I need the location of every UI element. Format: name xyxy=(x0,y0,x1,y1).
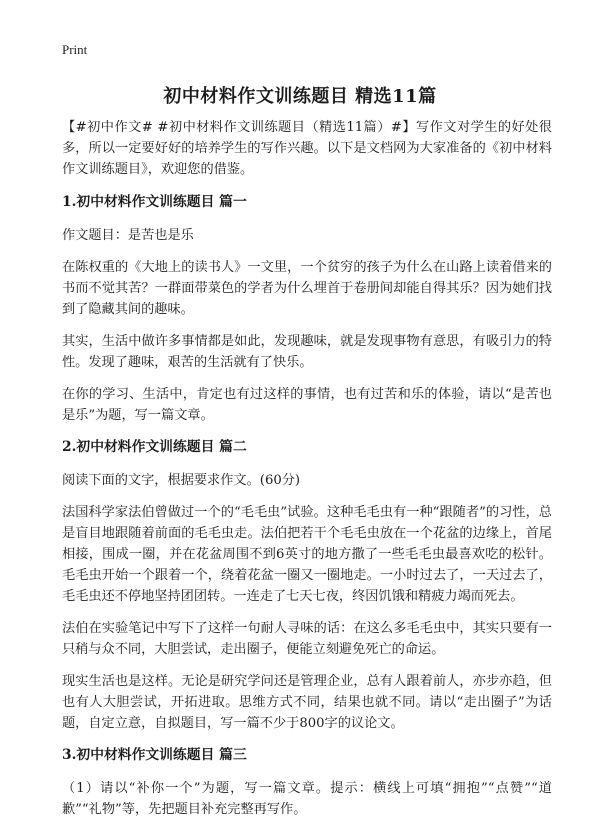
section-2-paragraph-4: 现实生活也是这样。无论是研究学问还是管理企业，总有人跟着前人，亦步亦趋，但也有人大胆尝试，开拓进取。思维方式不同，结果也就不同。请以“走出圈子”为话题，自定立意，自拟题目，写一篇不少于800字的议论文。 xyxy=(62,674,552,731)
section-3-heading: 3.初中材料作文训练题目 篇三 xyxy=(62,747,247,763)
section-2-paragraph-2: 法国科学家法伯曾做过一个的“毛毛虫”试验。这种毛毛虫有一种“跟随者”的习性，总是盲目地跟随着前面的毛毛虫走。法伯把若干个毛毛虫放在一个花盆的边缘上，首尾相接，围成一圈，并在花盆周围不到6英寸的地方撒了一些毛毛虫最喜欢吃的松针。毛毛虫开始一个跟着一个，绕着花盆一圈又一圈地走。一小时过去了，一天过去了，毛毛虫还不停地坚持团团转。一连走了七天七夜，终因饥饿和精疲力竭而死去。 xyxy=(62,505,552,604)
section-1-heading: 1.初中材料作文训练题目 篇一 xyxy=(62,194,247,210)
print-link[interactable]: Print xyxy=(62,42,88,57)
intro-paragraph: 【#初中作文# #初中材料作文训练题目（精选11篇）#】写作文对学生的好处很多，所以一定要好好的培养学生的写作兴趣。以下是文档网为大家准备的《初中材料作文训练题目》，欢迎您的借鉴。 xyxy=(62,120,552,177)
article-body xyxy=(62,117,552,831)
section-1-paragraph-1: 作文题目：是苦也是乐 xyxy=(62,228,194,243)
section-1-paragraph-2: 在陈权重的《大地上的读书人》一文里，一个贫穷的孩子为什么在山路上读着借来的书而不觉其苦？一群面带菜色的学者为什么埋首于卷册间却能自得其乐？因为她们找到了隐藏其间的趣味。 xyxy=(62,260,552,317)
page-title: 初中材料作文训练题目 精选11篇 xyxy=(163,86,437,107)
section-1-paragraph-4: 在你的学习、生活中，肯定也有过这样的事情，也有过苦和乐的体验，请以“是苦也是乐”为题，写一篇文章。 xyxy=(62,387,552,423)
section-1-paragraph-3: 其实，生活中做许多事情都是如此，发现趣味，就是发现事物有意思，有吸引力的特性。发现了趣味，艰苦的生活就有了快乐。 xyxy=(62,334,552,370)
section-2-heading: 2.初中材料作文训练题目 篇二 xyxy=(62,439,247,455)
section-2-paragraph-1: 阅读下面的文字，根据要求作文。(60分) xyxy=(62,473,301,488)
section-2-paragraph-3: 法伯在实验笔记中写下了这样一句耐人寻味的话：在这么多毛毛虫中，其实只要有一只稍与众不同，大胆尝试，走出圈子，便能立刻避免死亡的命运。 xyxy=(62,621,552,657)
section-3-paragraph-1: （1）请以“补你一个”为题，写一篇文章。提示：横线上可填“拥抱”“点赞”“道歉”“礼物”等，先把题目补充完整再写作。 xyxy=(62,781,552,817)
